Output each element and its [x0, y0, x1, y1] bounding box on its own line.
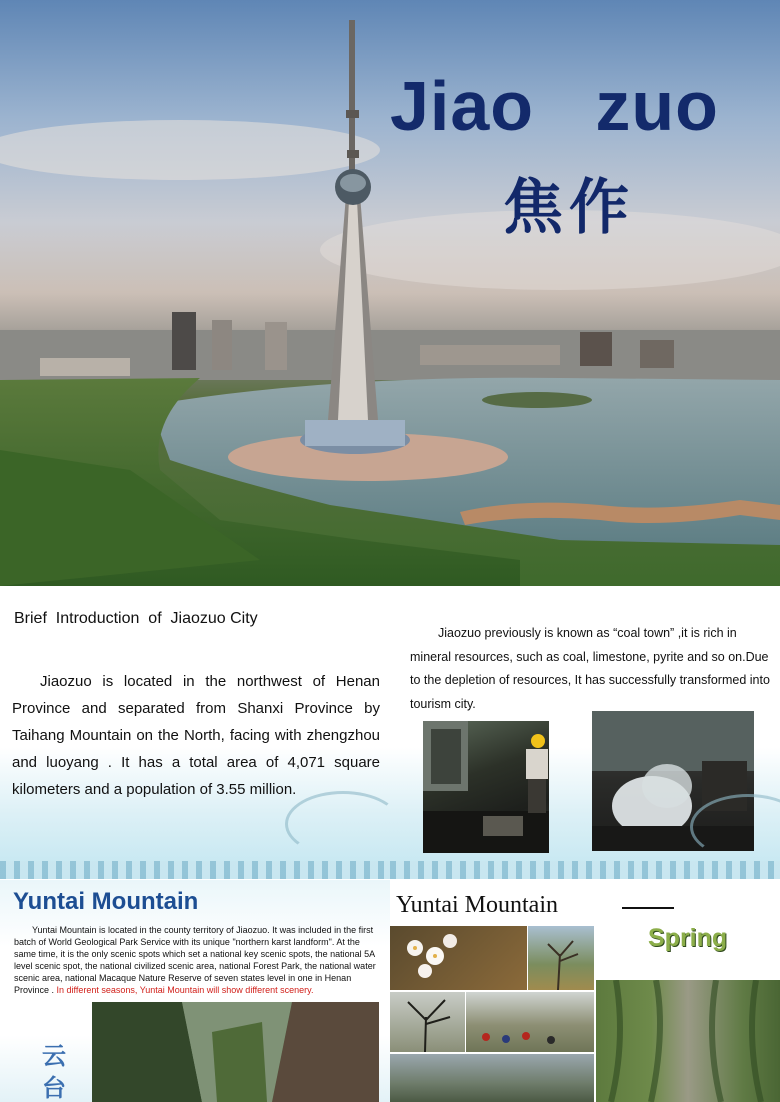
coal-town-paragraph — [410, 622, 770, 716]
page-title: Jiao zuo — [390, 67, 719, 145]
dragon-ornament — [285, 791, 390, 857]
coal-town-text: Jiaozuo previously is known as “coal town” ,it is rich in mineral resources, such as coal, limestone, pyrite and so on.Due to the depletion of resources, It has successfully transformed into tourism city. — [410, 626, 770, 711]
chinese-char-tai: 台 — [42, 1073, 66, 1102]
yuntai-text: Yuntai Mountain is located in the county territory of Jiaozuo. It was included in the first batch of World Geological Park Service with its unique "northern karst landform". At the same time, it is the only scenic spots which set a national key scenic spots, the national 5A level scenic spot, the national civilized scenic area, national Forest Park, the national water scenic area, national Macaque Nature Reserve of seven states level in one in Henan Province . — [14, 925, 376, 995]
miner-photo — [423, 721, 549, 853]
intro-text: Jiaozuo is located in the northwest of Henan Province and separated from Shanxi Province by Taihang Mountain on the North, facing with zhengzhou and luoyang . It has a total area of 4,071 square kilometers and a population of 3.55 million. — [12, 673, 380, 798]
season-label: Spring — [648, 924, 728, 952]
wave-border — [0, 861, 390, 879]
bare-tree-photo — [390, 992, 465, 1052]
intro-paragraph — [12, 668, 380, 803]
gorge-photo — [92, 1002, 379, 1102]
vines-photo — [596, 980, 780, 1102]
slide-yuntai-spring — [390, 880, 780, 1102]
yuntai-paragraph — [14, 924, 384, 996]
slide-heading: Brief Introduction of Jiaozuo City — [14, 610, 258, 627]
slide-heading: Yuntai Mountain — [13, 888, 199, 915]
slide-coal-town — [390, 586, 780, 879]
seasons-highlight-text: In different seasons, Yuntai Mountain will show different scenery. — [56, 985, 314, 995]
tree-photo — [528, 926, 594, 990]
wave-border — [390, 861, 780, 879]
slide-introduction — [0, 586, 390, 879]
title-dash — [622, 907, 674, 909]
blossom-photo — [390, 926, 527, 990]
hikers-photo — [466, 992, 594, 1052]
slide-yuntai-intro — [0, 880, 390, 1102]
skyscraper — [172, 312, 196, 370]
chinese-title: 焦作 — [503, 173, 635, 243]
chinese-char-yun: 云 — [42, 1041, 66, 1070]
slide-heading: Yuntai Mountain — [396, 892, 558, 918]
valley-photo — [390, 1054, 594, 1102]
